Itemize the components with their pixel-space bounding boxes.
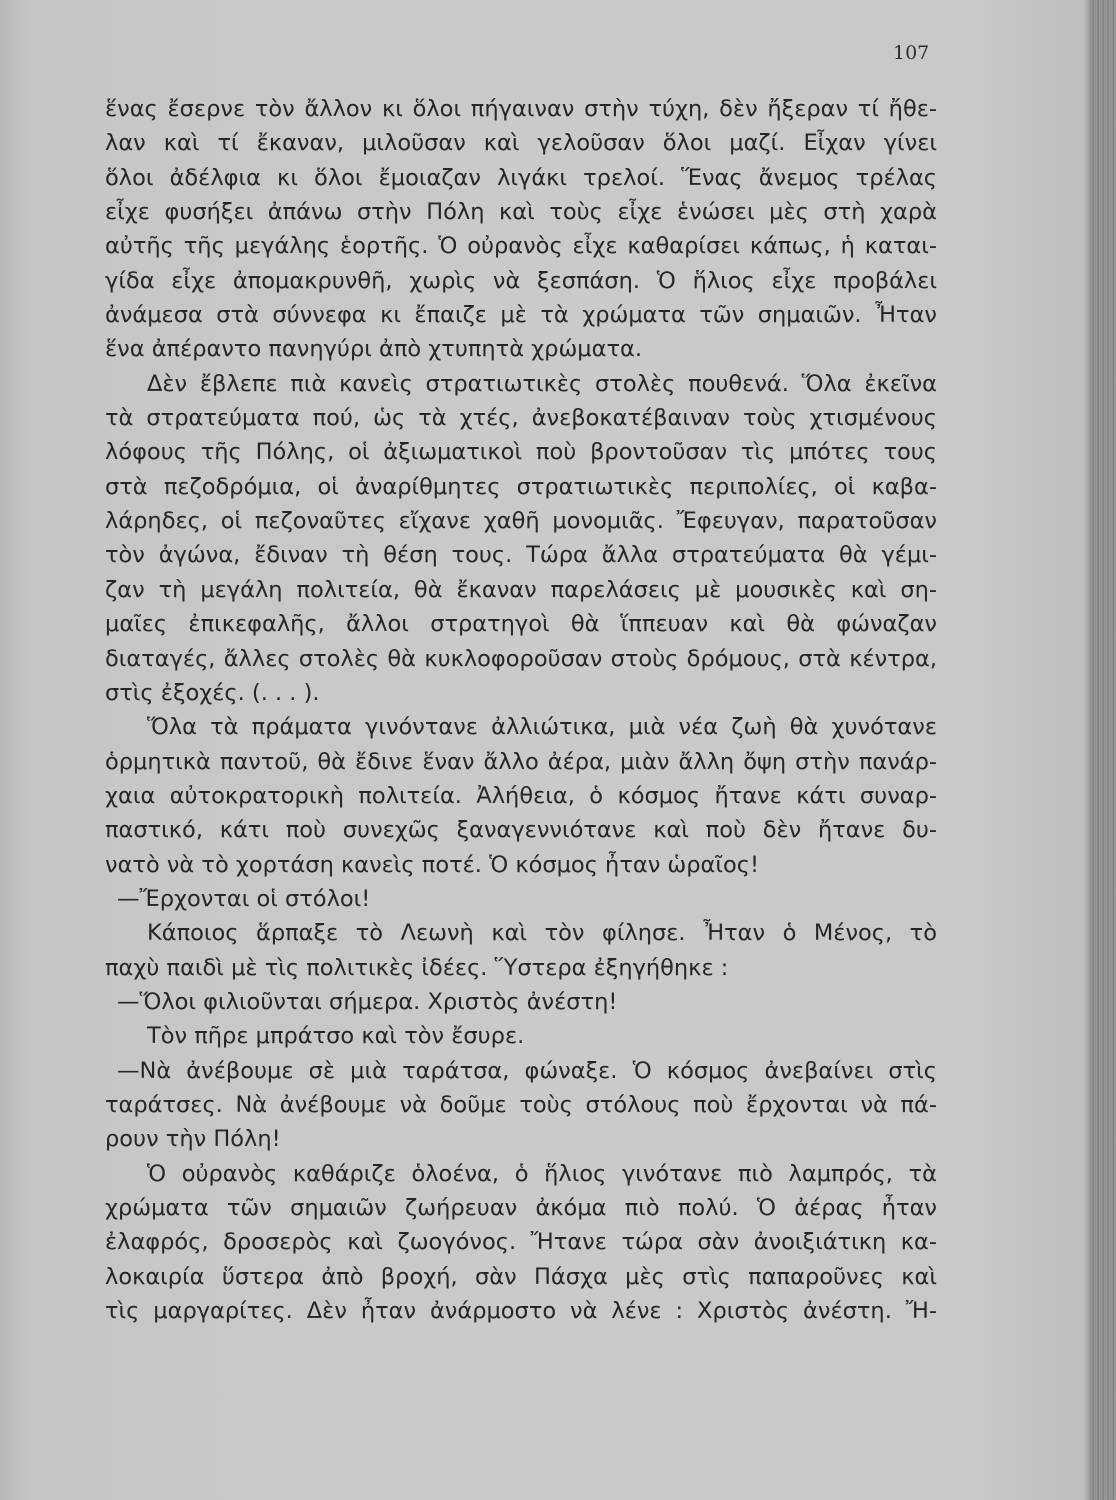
text-line: ζαν τὴ μεγάλη πολιτεία, θὰ ἔκαναν παρελάσεις μὲ μουσικὲς καὶ ση- bbox=[105, 576, 937, 603]
text-line: Ὁ οὐρανὸς καθάριζε ὁλοένα, ὁ ἥλιος γινότανε πιὸ λαμπρός, τὰ bbox=[147, 1160, 937, 1187]
text-line: παστικό, κάτι ποὺ συνεχῶς ξαναγεννιότανε καὶ ποὺ δὲν ἤτανε δυ- bbox=[105, 817, 937, 844]
text-line: ἀνάμεσα στὰ σύννεφα κι ἔπαιζε μὲ τὰ χρώματα τῶν σημαιῶν. Ἦταν bbox=[105, 302, 937, 329]
text-line: ταράτσες. Νὰ ἀνέβουμε νὰ δοῦμε τοὺς στόλους ποὺ ἔρχονται νὰ πά- bbox=[105, 1091, 937, 1118]
text-line: χρώματα τῶν σημαιῶν ζωήρευαν ἀκόμα πιὸ πολύ. Ὁ ἀέρας ἦταν bbox=[105, 1195, 937, 1221]
text-line: λόφους τῆς Πόλης, οἱ ἀξιωματικοὶ ποὺ βροντοῦσαν τὶς μπότες τους bbox=[105, 439, 937, 466]
text-line: στὰ πεζοδρόμια, οἱ ἀναρίθμητες στρατιωτικὲς περιπολίες, οἱ καβα- bbox=[105, 473, 937, 500]
text-line: Δὲν ἔβλεπε πιὰ κανεὶς στρατιωτικὲς στολὲς πουθενά. Ὅλα ἐκεῖνα bbox=[147, 370, 937, 397]
text-line: λαν καὶ τί ἔκαναν, μιλοῦσαν καὶ γελοῦσαν ὅλοι μαζί. Εἶχαν γίνει bbox=[105, 130, 937, 157]
page-number: 107 bbox=[893, 42, 930, 64]
text-line: Ὅλα τὰ πράματα γινόντανε ἀλλιώτικα, μιὰ νέα ζωὴ θὰ χυνότανε bbox=[147, 714, 937, 741]
text-line: τὰ στρατεύματα πού, ὡς τὰ χτές, ἀνεβοκατέβαιναν τοὺς χτισμένους bbox=[105, 405, 937, 432]
text-line: ἕνα ἀπέραντο πανηγύρι ἀπὸ χτυπητὰ χρώματα. bbox=[105, 336, 642, 363]
text-line: μαῖες ἐπικεφαλῆς, ἄλλοι στρατηγοὶ θὰ ἵππευαν καὶ θὰ φώναζαν bbox=[105, 611, 937, 638]
text-line: αὐτῆς τῆς μεγάλης ἑορτῆς. Ὁ οὐρανὸς εἶχε καθαρίσει κάπως, ἡ καται- bbox=[105, 233, 937, 260]
book-page-edges bbox=[1090, 0, 1116, 1500]
text-line: παχὺ παιδὶ μὲ τὶς πολιτικὲς ἰδέες. Ὕστερα ἐξηγήθηκε : bbox=[105, 954, 729, 981]
text-line: ἐλαφρός, δροσερὸς καὶ ζωογόνος. Ἤτανε τώρα σὰν ἀνοιξιάτικη κα- bbox=[105, 1229, 937, 1256]
text-line: λάρηδες, οἱ πεζοναῦτες εἴχανε χαθῆ μονομιᾶς. Ἔφευγαν, παρατοῦσαν bbox=[105, 508, 937, 535]
text-line: διαταγές, ἄλλες στολὲς θὰ κυκλοφοροῦσαν στοὺς δρόμους, στὰ κέντρα, bbox=[105, 645, 937, 672]
text-line: Τὸν πῆρε μπράτσο καὶ τὸν ἔσυρε. bbox=[147, 1023, 525, 1050]
text-line: εἶχε φυσήξει ἀπάνω στὴν Πόλη καὶ τοὺς εἶχε ἑνώσει μὲς στὴ χαρὰ bbox=[105, 199, 937, 226]
text-line: τὸν ἀγώνα, ἔδιναν τὴ θέση τους. Τώρα ἄλλα στρατεύματα θὰ γέμι- bbox=[105, 542, 937, 569]
text-line: —Ἔρχονται οἱ στόλοι! bbox=[117, 885, 371, 912]
text-line: ὁρμητικὰ παντοῦ, θὰ ἔδινε ἕναν ἄλλο ἀέρα, μιὰν ἄλλη ὄψη στὴν πανάρ- bbox=[105, 748, 937, 775]
body-text bbox=[105, 92, 937, 1328]
text-line: νατὸ νὰ τὸ χορτάση κανεὶς ποτέ. Ὁ κόσμος ἦταν ὡραῖος! bbox=[105, 851, 759, 878]
text-line: ὅλοι ἀδέλφια κι ὅλοι ἔμοιαζαν λιγάκι τρελοί. Ἕνας ἄνεμος τρέλας bbox=[105, 164, 937, 191]
text-line: —Νὰ ἀνέβουμε σὲ μιὰ ταράτσα, φώναξε. Ὁ κόσμος ἀνεβαίνει στὶς bbox=[117, 1057, 937, 1084]
text-line: στὶς ἐξοχές. (. . . ). bbox=[105, 679, 320, 706]
text-line: —Ὅλοι φιλιοῦνται σήμερα. Χριστὸς ἀνέστη! bbox=[117, 988, 618, 1015]
text-line: χαια αὐτοκρατορικὴ πολιτεία. Ἀλήθεια, ὁ κόσμος ἤτανε κάτι συναρ- bbox=[105, 782, 937, 809]
text-line: λοκαιρία ὕστερα ἀπὸ βροχή, σὰν Πάσχα μὲς στὶς παπαροῦνες καὶ bbox=[105, 1263, 937, 1290]
text-line: ρουν τὴν Πόλη! bbox=[105, 1126, 281, 1153]
text-line: τὶς μαργαρίτες. Δὲν ἦταν ἀνάρμοστο νὰ λένε : Χριστὸς ἀνέστη. Ἤ- bbox=[105, 1298, 937, 1325]
text-line: Κάποιος ἅρπαξε τὸ Λεωνὴ καὶ τὸν φίλησε. Ἦταν ὁ Μένος, τὸ bbox=[147, 920, 937, 947]
text-line: ἕνας ἔσερνε τὸν ἄλλον κι ὅλοι πήγαιναν στὴν τύχη, δὲν ἤξεραν τί ἤθε- bbox=[105, 96, 937, 122]
text-line: γίδα εἶχε ἀπομακρυνθῆ, χωρὶς νὰ ξεσπάση. Ὁ ἥλιος εἶχε προβάλει bbox=[105, 267, 937, 294]
